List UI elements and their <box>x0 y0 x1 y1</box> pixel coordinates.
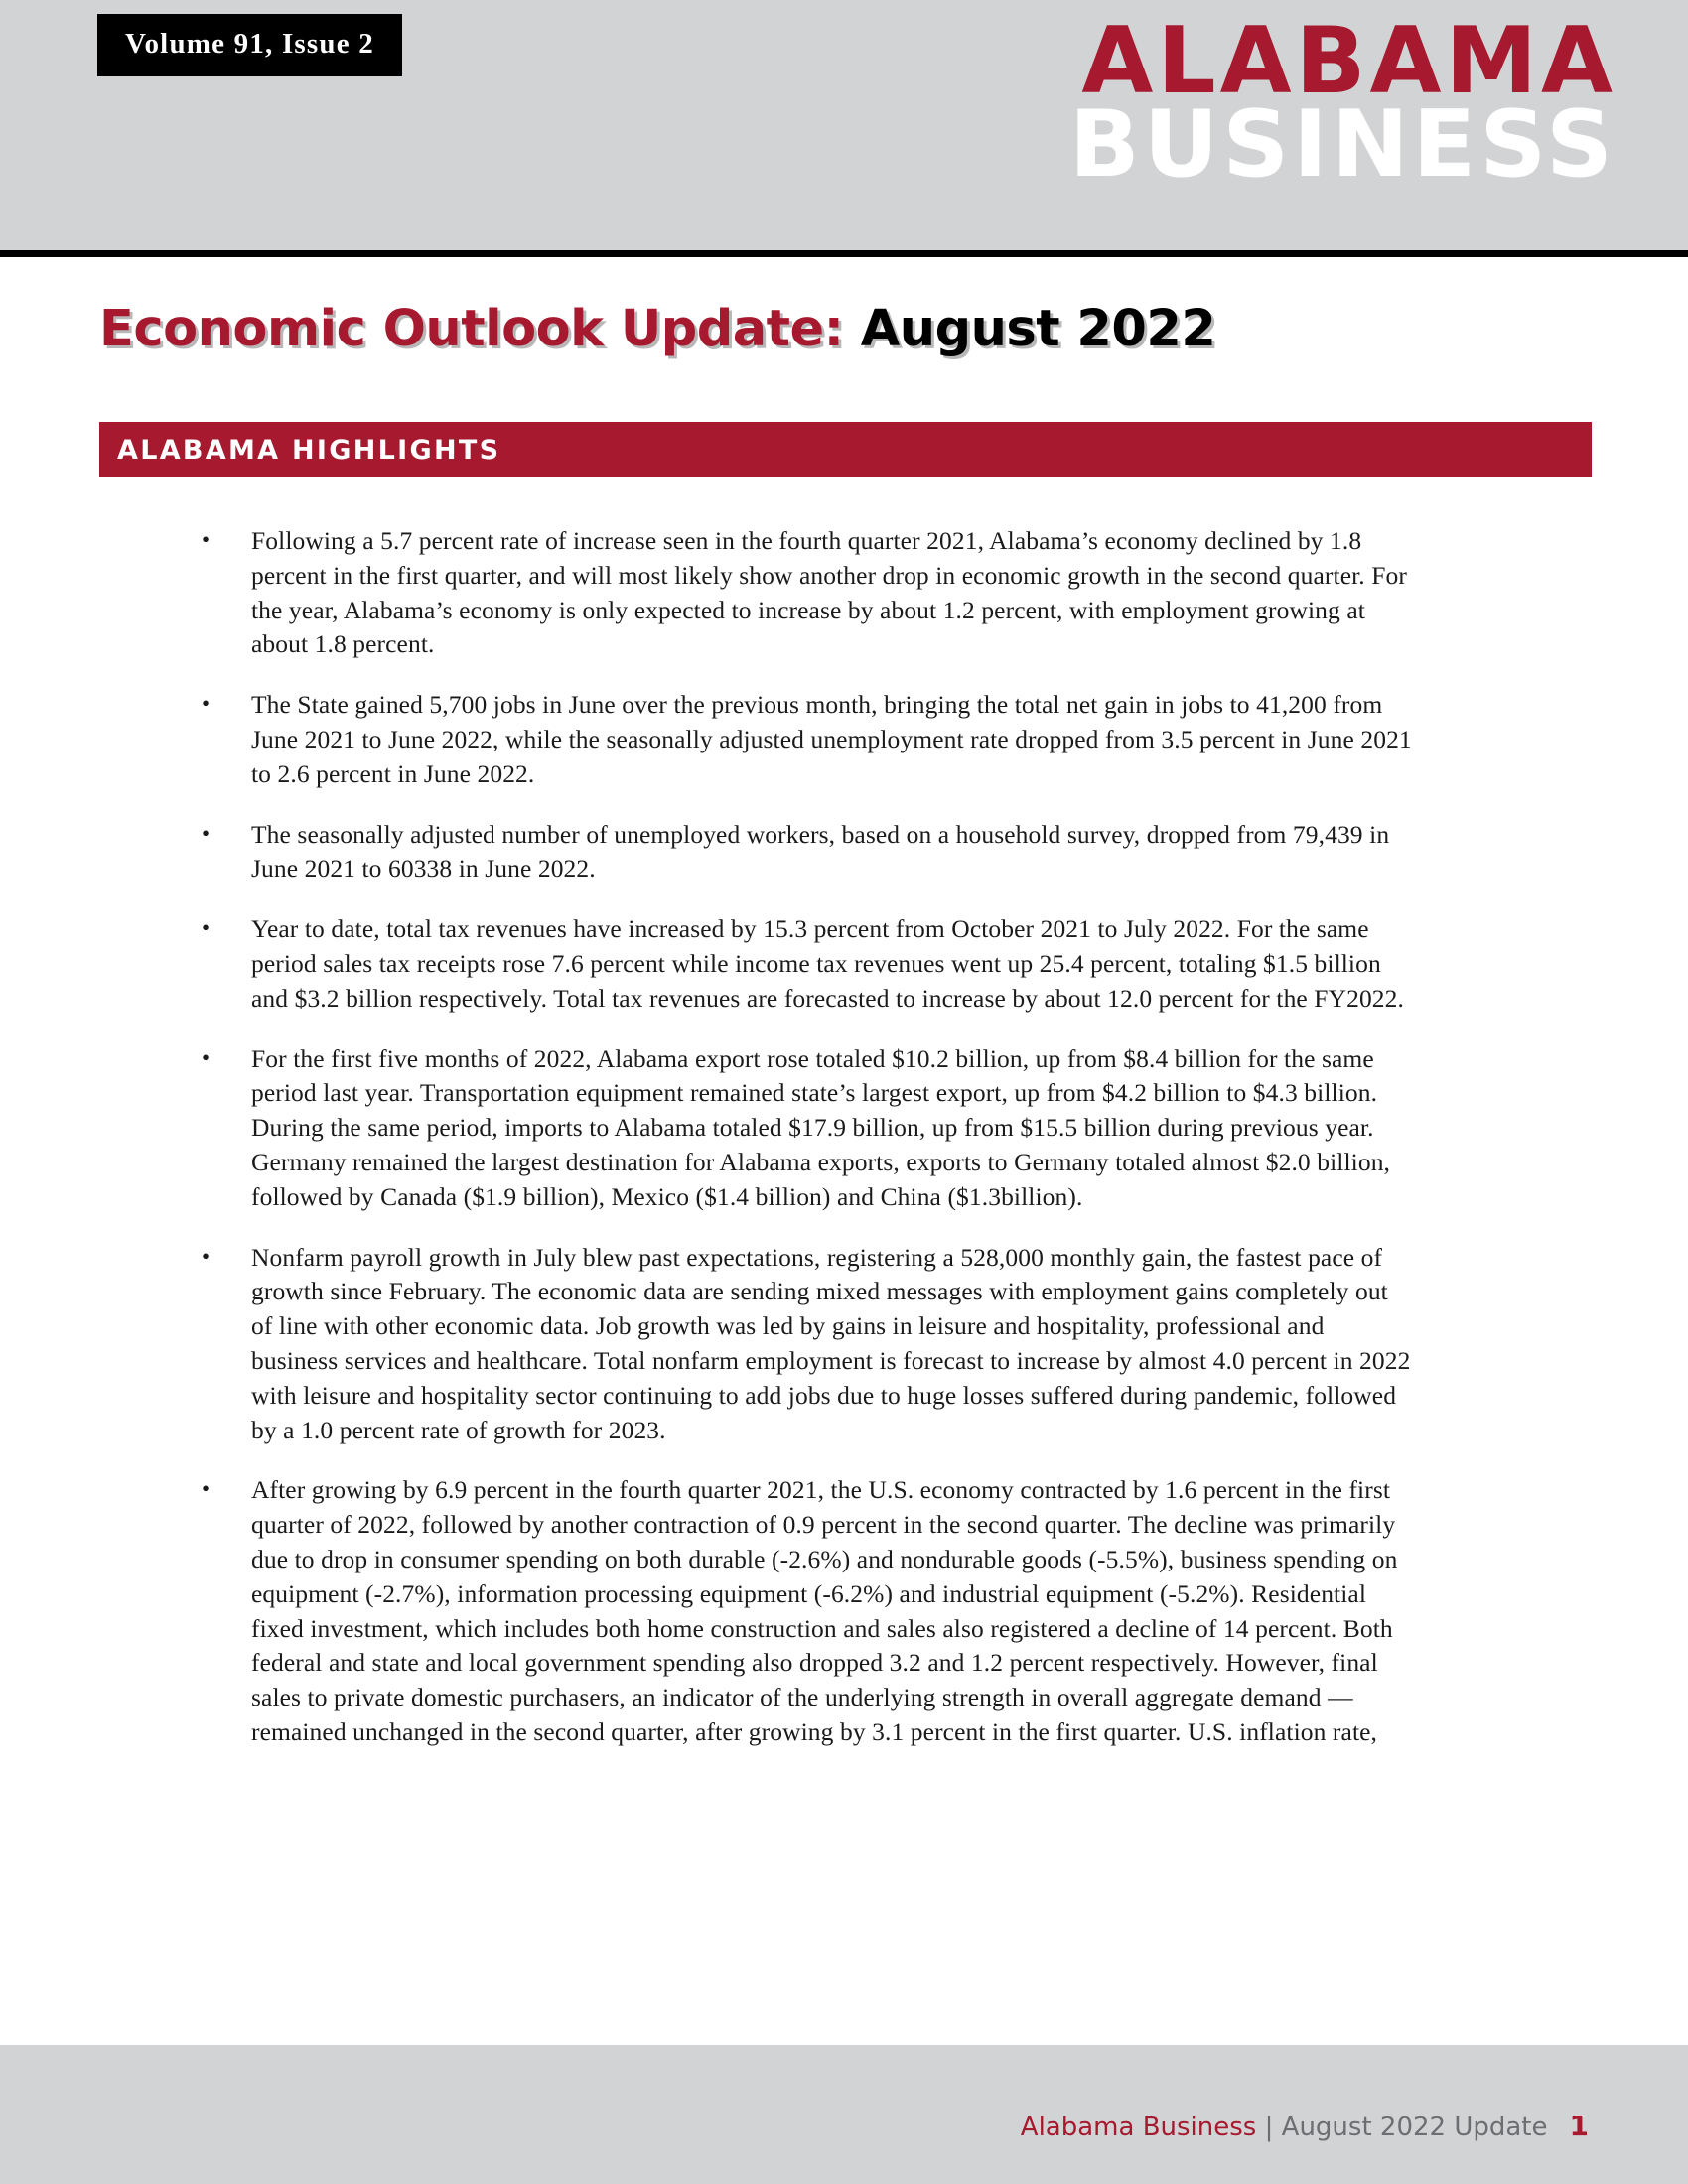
footer-publication: Alabama Business <box>1020 2113 1257 2142</box>
masthead-banner <box>0 0 1688 250</box>
list-item: • After growing by 6.9 percent in the fourth quarter 2021, the U.S. economy contracted by 1.6 percent in the first quarter of 2022, followed by another contraction of 0.9 percent in the second quarter. The decline was primarily due to drop in consumer spending on both durable (-2.6%) and nondurable goods (-5.5%), business spending on equipment (-2.7%), information processing equipment (-6.2%) and industrial equipment (-5.2%). Residential fixed investment, which includes both home construction and sales also registered a decline of 14 percent. Both federal and state and local government spending also dropped 3.2 and 1.2 percent respectively. However, final sales to private domestic purchasers, an indicator of the underlying strength in overall aggregate demand —remained unchanged in the second quarter, after growing by 3.1 percent in the first quarter. U.S. inflation rate, <box>251 1473 1413 1749</box>
list-item: • Nonfarm payroll growth in July blew past expectations, registering a 528,000 monthly gain, the fastest pace of growth since February. The economic data are sending mixed messages with employment gains completely out of line with other economic data. Job growth was led by gains in leisure and hospitality, professional and business services and healthcare. Total nonfarm employment is forecast to increase by almost 4.0 percent in 2022 with leisure and hospitality sector continuing to add jobs due to huge losses suffered during pandemic, followed by a 1.0 percent rate of growth for 2023. <box>251 1241 1413 1448</box>
section-header-label: ALABAMA HIGHLIGHTS <box>117 435 501 466</box>
section-header-bar <box>99 422 1592 477</box>
page-title-main: Economic Outlook Update: <box>99 300 844 358</box>
footer-issue: August 2022 Update <box>1281 2113 1548 2142</box>
publication-logo <box>1068 7 1617 199</box>
logo-alabama-text: ALABAMA <box>1081 7 1617 114</box>
volume-issue-badge: Volume 91, Issue 2 <box>97 14 402 76</box>
logo-business-text: BUSINESS <box>1068 90 1617 199</box>
page-title <box>99 300 1589 358</box>
list-item: • For the first five months of 2022, Alabama export rose totaled $10.2 billion, up from $8.4 billion for the same period last year. Transportation equipment remained state’s largest export, up from $4.2 billion to $4.3 billion. During the same period, imports to Alabama totaled $17.9 billion, up from $15.5 billion during previous year. Germany remained the largest destination for Alabama exports, exports to Germany totaled almost $2.0 billion, followed by Canada ($1.9 billion), Mexico ($1.4 billion) and China ($1.3billion). <box>251 1042 1413 1215</box>
highlights-list <box>251 524 1413 1776</box>
list-item: • Year to date, total tax revenues have increased by 15.3 percent from October 2021 to July 2022. For the same period sales tax receipts rose 7.6 percent while income tax revenues went up 25.4 percent, totaling $1.5 billion and $3.2 billion respectively. Total tax revenues are forecasted to increase by about 12.0 percent for the FY2022. <box>251 912 1413 1016</box>
list-item: • The seasonally adjusted number of unemployed workers, based on a household survey, dropped from 79,439 in June 2021 to 60338 in June 2022. <box>251 818 1413 887</box>
footer <box>1021 2110 1589 2142</box>
list-item: • Following a 5.7 percent rate of increase seen in the fourth quarter 2021, Alabama’s economy declined by 1.8 percent in the first quarter, and will most likely show another drop in economic growth in the second quarter. For the year, Alabama’s economy is only expected to increase by about 1.2 percent, with employment growing at about 1.8 percent. <box>251 524 1413 662</box>
footer-band <box>0 2045 1688 2184</box>
header-divider-rule <box>0 250 1688 257</box>
list-item: • The State gained 5,700 jobs in June over the previous month, bringing the total net gain in jobs to 41,200 from June 2021 to June 2022, while the seasonally adjusted unemployment rate dropped from 3.5 percent in June 2021 to 2.6 percent in June 2022. <box>251 688 1413 791</box>
page-number: 1 <box>1569 2110 1589 2142</box>
page-title-date: August 2022 <box>843 300 1216 358</box>
footer-separator: | <box>1256 2113 1282 2142</box>
